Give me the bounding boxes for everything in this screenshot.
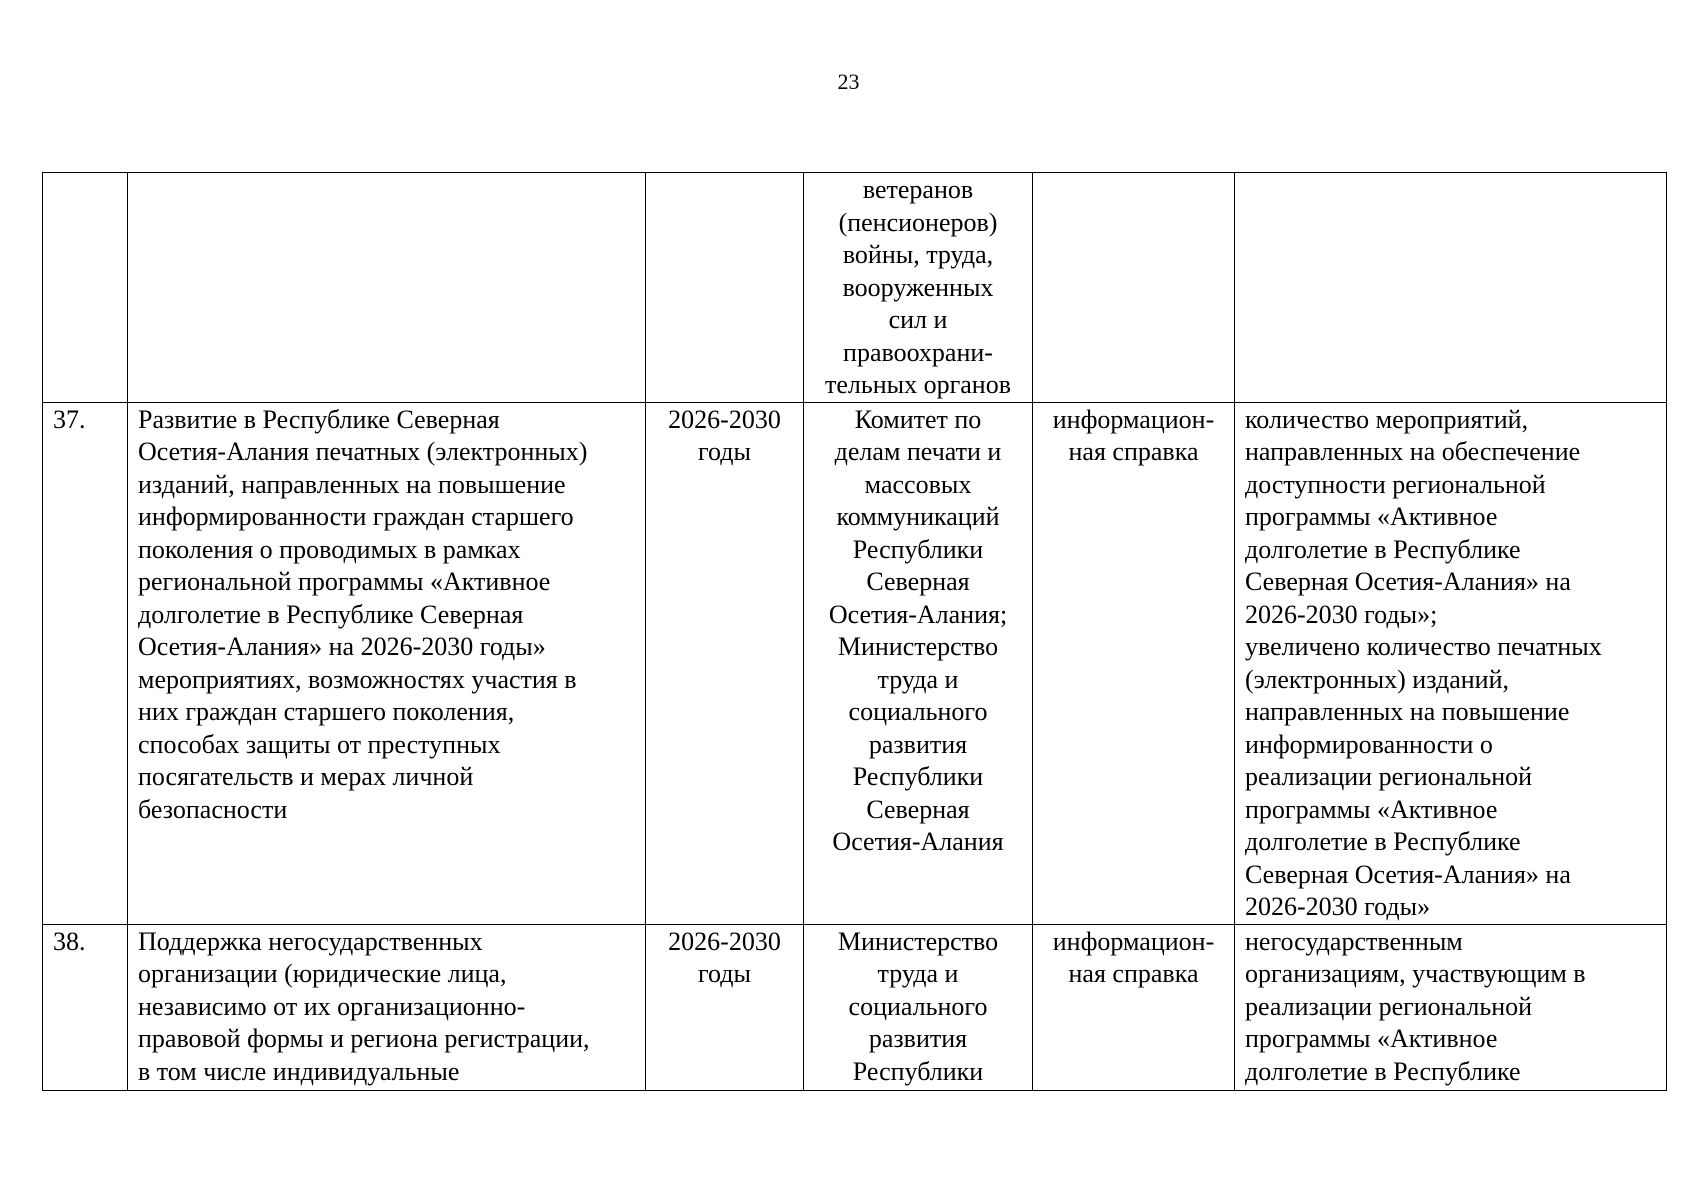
cell-executor: ветеранов (пенсионеров) войны, труда, вооруженных сил и правоохрани- тельных органов bbox=[804, 173, 1033, 403]
cell-number: 38. bbox=[43, 924, 128, 1090]
cell-result: негосударственным организациям, участвующим в реализации региональной программы «Активное долголетие в Республике bbox=[1235, 924, 1667, 1090]
table-row bbox=[43, 924, 1667, 1090]
cell-event bbox=[128, 173, 646, 403]
cell-period bbox=[646, 173, 804, 403]
cell-event: Поддержка негосударственных организации (юридические лица, независимо от их организационно- правовой формы и региона регистрации, в том числе индивидуальные bbox=[128, 924, 646, 1090]
cell-result: количество мероприятий, направленных на обеспечение доступности региональной программы «Активное долголетие в Республике Северная Осетия-Алания» на 2026-2030 годы»; увеличено количество печатных (электронных) изданий, направленных на повышение информированности о реализации региональной программы «Активное долголетие в Республике Северная Осетия-Алания» на 2026-2030 годы» bbox=[1235, 402, 1667, 924]
cell-report-form bbox=[1033, 173, 1235, 403]
cell-report-form: информацион- ная справка bbox=[1033, 924, 1235, 1090]
cell-period: 2026-2030 годы bbox=[646, 924, 804, 1090]
page-number: 23 bbox=[837, 69, 860, 94]
cell-number: 37. bbox=[43, 402, 128, 924]
table-row bbox=[43, 173, 1667, 403]
cell-result bbox=[1235, 173, 1667, 403]
cell-executor: Министерство труда и социального развития Республики bbox=[804, 924, 1033, 1090]
measures-table bbox=[42, 172, 1667, 1091]
cell-executor: Комитет по делам печати и массовых коммуникаций Республики Северная Осетия-Алания; Министерство труда и социального развития Республики Северная Осетия-Алания bbox=[804, 402, 1033, 924]
cell-number bbox=[43, 173, 128, 403]
table-row bbox=[43, 402, 1667, 924]
cell-report-form: информацион- ная справка bbox=[1033, 402, 1235, 924]
cell-period: 2026-2030 годы bbox=[646, 402, 804, 924]
cell-event: Развитие в Республике Северная Осетия-Алания печатных (электронных) изданий, направленных на повышение информированности граждан старшего поколения о проводимых в рамках региональной программы «Активное долголетие в Республике Северная Осетия-Алания» на 2026-2030 годы» мероприятиях, возможностях участия в них граждан старшего поколения, способах защиты от преступных посягательств и мерах личной безопасности bbox=[128, 402, 646, 924]
